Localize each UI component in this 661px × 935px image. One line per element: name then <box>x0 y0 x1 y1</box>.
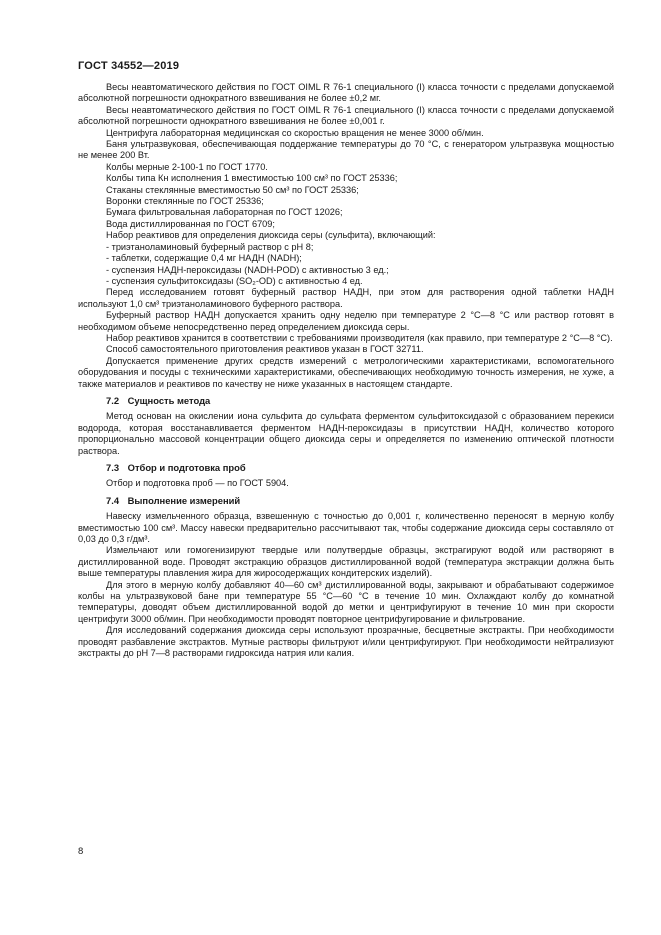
list-item: - триэтаноламиновый буферный раствор с pH 8; <box>106 241 314 252</box>
paragraph: Набор реактивов для определения диоксида серы (сульфита), включающий: <box>106 230 436 241</box>
paragraph: Баня ультразвуковая, обеспечивающая поддержание температуры до 70 °С, с генератором ультразвука мощностью не менее 200 Вт. <box>78 139 614 161</box>
paragraph: Метод основан на окислении иона сульфита до сульфата ферментом сульфитоксидазой с образованием перекиси водорода, которая восстанавливается ферментом НАДН-пероксидазы в присутствии НАДН, количество которого пропорционально массовой концентрации общего диоксида серы и определяется по изменению оптической плотности раствора. <box>78 411 614 456</box>
page-number: 8 <box>78 846 84 857</box>
paragraph: Отбор и подготовка проб — по ГОСТ 5904. <box>106 478 289 489</box>
paragraph: Бумага фильтровальная лабораторная по ГОСТ 12026; <box>106 207 343 218</box>
section-title: Выполнение измерений <box>127 494 241 506</box>
paragraph: Перед исследованием готовят буферный раствор НАДН, при этом для растворения одной таблетки НАДН используют 1,0 см³ триэтаноламинового буферного раствора. <box>78 287 614 309</box>
list-item: - суспензия НАДН-пероксидазы (NADH-POD) с активностью 3 ед.; <box>106 264 389 275</box>
paragraph: Вода дистиллированная по ГОСТ 6709; <box>106 218 275 229</box>
section-number: 7.4 <box>106 494 120 506</box>
section-heading <box>78 395 614 406</box>
paragraph: Измельчают или гомогенизируют твердые или полутвердые образцы, экстрагируют водой или растворяют в дистиллированной воде. Проводят экстракцию образцов дистиллированной водой (температура экстракции должна быть выше температуры плавления жира для жиросодержащих кондитерских изделий). <box>78 545 614 579</box>
paragraph: Буферный раствор НАДН допускается хранить одну неделю при температуре 2 °С—8 °С или раствор готовят в необходимом объеме непосредственно перед определением диоксида серы. <box>78 310 614 332</box>
section-title: Отбор и подготовка проб <box>127 462 246 473</box>
section-title: Сущность метода <box>127 394 211 406</box>
list-item: - таблетки, содержащие 0,4 мг НАДН (NADH); <box>106 253 302 264</box>
document-header: ГОСТ 34552—2019 <box>78 60 180 72</box>
paragraph: Способ самостоятельного приготовления реактивов указан в ГОСТ 32711. <box>106 344 424 355</box>
paragraph: Навеску измельченного образца, взвешенную с точностью до 0,001 г, количественно переносят в мерную колбу вместимостью 100 см³. Массу навески предварительно рассчитывают так, чтобы содержание диоксида серы составляло от 0,03 до 0,3 г/дм³. <box>78 511 614 545</box>
paragraph: Для исследований содержания диоксида серы используют прозрачные, бесцветные экстракты. При необходимости проводят разбавление экстрактов. Мутные растворы фильтруют и/или центрифугируют. При необходимости нейтрализуют экстракты до pH 7—8 растворами гидроксида натрия или калия. <box>78 625 614 659</box>
section-heading <box>78 462 614 473</box>
section-number: 7.2 <box>106 394 120 406</box>
document-body <box>78 82 614 660</box>
paragraph: Допускается применение других средств измерений с метрологическими характеристиками, вспомогательного оборудования и посуды с техническими характеристиками, обеспечивающих необходимую точность измерения, не хуже, а также материалов и реактивов по качеству не ниже указанных в настоящем стандарте. <box>78 355 614 389</box>
paragraph: Центрифуга лабораторная медицинская со скоростью вращения не менее 3000 об/мин. <box>106 127 484 138</box>
list-item: - суспензия сульфитоксидазы (SO₂-OD) с активностью 4 ед. <box>106 275 363 286</box>
paragraph: Для этого в мерную колбу добавляют 40—60 см³ дистиллированной воды, закрывают и обрабатывают содержимое колбы на ультразвуковой бане при температуре 55 °С—60 °С в течение 10 мин. Охлаждают колбу до комнатной температуры, доводят объем дистиллированной водой до метки и центрифугируют в течение 10 мин при скорости центрифуги 3000 об/мин. При необходимости проводят повторное центрифугирование и фильтрование. <box>78 579 614 624</box>
paragraph: Воронки стеклянные по ГОСТ 25336; <box>106 196 264 207</box>
paragraph: Колбы мерные 2-100-1 по ГОСТ 1770. <box>106 161 268 172</box>
paragraph: Весы неавтоматического действия по ГОСТ OIML R 76-1 специального (I) класса точности с пределами допускаемой абсолютной погрешности однократного взвешивания не более ±0,001 г. <box>78 104 614 127</box>
section-number: 7.3 <box>106 462 120 473</box>
paragraph: Стаканы стеклянные вместимостью 50 см³ по ГОСТ 25336; <box>106 184 359 195</box>
section-heading <box>78 495 614 506</box>
paragraph: Набор реактивов хранится в соответствии с требованиями производителя (как правило, при температуре 2 °С—8 °С). <box>106 332 613 343</box>
paragraph: Колбы типа Кн исполнения 1 вместимостью 100 см³ по ГОСТ 25336; <box>106 173 398 184</box>
paragraph: Весы неавтоматического действия по ГОСТ OIML R 76-1 специального (I) класса точности с пределами допускаемой абсолютной погрешности однократного взвешивания не более ±0,2 мг. <box>78 82 614 104</box>
